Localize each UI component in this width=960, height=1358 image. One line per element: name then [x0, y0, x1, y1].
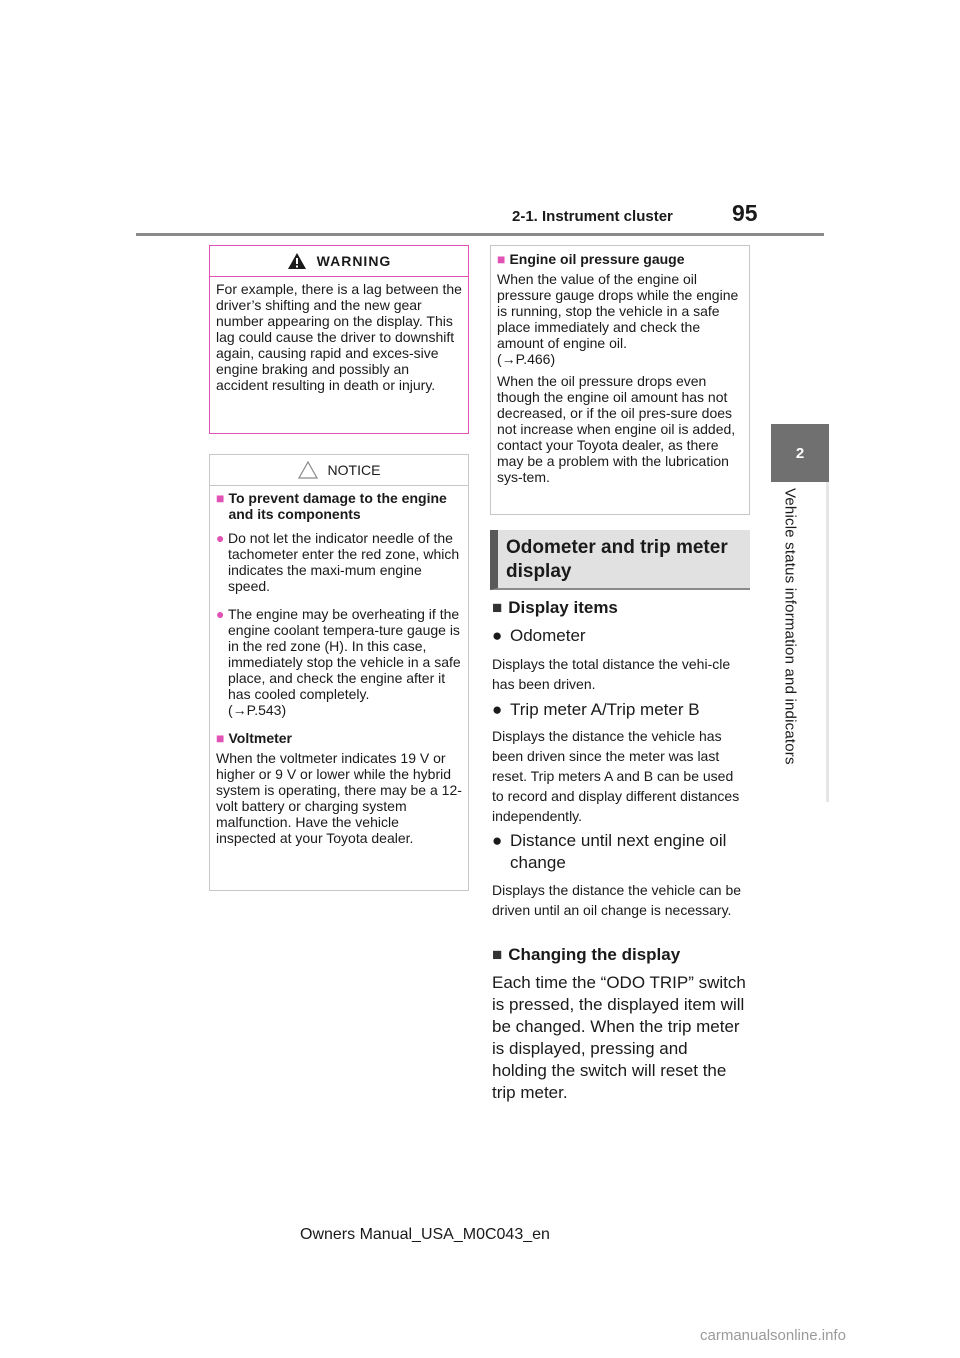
notice-header — [210, 455, 468, 486]
square-bullet-icon: ■ — [216, 490, 225, 506]
oil-change-description: Displays the distance the vehicle can be driven until an oil change is necessary. — [492, 882, 742, 918]
notice-box — [209, 454, 469, 891]
display-item-oil-change: ● Distance until next engine oil change — [492, 831, 727, 872]
notice-bullet-1: ● Do not let the indicator needle of the tachometer enter the red zone, which indicates the maxi-mum engine speed. — [216, 530, 460, 594]
page-reference-link[interactable]: (→P.543) — [228, 702, 287, 718]
bullet-icon: ● — [492, 700, 503, 719]
oil-pressure-text-1: When the value of the engine oil pressure gauge drops while the engine is running, stop the vehicle in a safe place immediately and check the amount of engine oil. — [497, 271, 739, 351]
document-footer: Owners Manual_USA_M0C043_en — [300, 1226, 550, 1243]
header-rule — [136, 233, 824, 236]
notice-heading-voltmeter: ■ Voltmeter — [216, 730, 293, 746]
chapter-tab-label — [772, 488, 808, 788]
notice-bullet-2: ● The engine may be overheating if the engine coolant tempera-ture gauge is in the red zone (H). In this case, immediately stop the vehicle in a safe place, and check the engine after it has cooled completely. (→P.543) — [216, 606, 461, 718]
notice-title: NOTICE — [327, 462, 381, 478]
square-bullet-icon: ■ — [492, 598, 503, 617]
display-item-trip-meter: ● Trip meter A/Trip meter B — [492, 700, 700, 719]
square-bullet-icon: ■ — [497, 251, 506, 267]
oil-pressure-heading: ■ Engine oil pressure gauge — [497, 251, 685, 267]
bullet-icon: ● — [492, 831, 503, 850]
bullet-icon: ● — [216, 530, 225, 546]
odometer-description: Displays the total distance the vehi-cle has been driven. — [492, 656, 731, 692]
oil-pressure-text-2: When the oil pressure drops even though the engine oil amount has not decreased, or if the oil pres-sure does not increase when engine oil is added, contact your Toyota dealer, as there may be a problem with the lubrication sys-tem. — [497, 373, 736, 485]
warning-box — [209, 245, 469, 434]
section-title: 2-1. Instrument cluster — [512, 208, 673, 225]
square-bullet-icon: ■ — [216, 730, 225, 746]
display-items-heading: ■ Display items — [492, 598, 618, 617]
chapter-tab-bar — [826, 482, 829, 802]
oil-pressure-box — [490, 245, 750, 515]
warning-text: For example, there is a lag between the driver’s shifting and the new gear number appearing on the display. This lag could cause the driver to downshift again, causing rapid and exces-sive engine braking and possibly an accident resulting in death or injury. — [216, 281, 462, 393]
bullet-icon: ● — [216, 606, 225, 622]
voltmeter-text: When the voltmeter indicates 19 V or higher or 9 V or lower while the hybrid system is operating, there may be a 12-volt battery or charging system malfunction. Have the vehicle inspected at your Toyota dealer. — [216, 750, 462, 846]
bullet-icon: ● — [492, 626, 503, 645]
warning-title: WARNING — [316, 253, 392, 269]
changing-display-heading: ■ Changing the display — [492, 945, 681, 964]
warning-header — [210, 246, 468, 277]
warning-body — [216, 281, 462, 399]
oil-pressure-body — [497, 251, 743, 491]
chapter-tab[interactable]: 2 — [771, 424, 829, 482]
chapter-tab-label-text: Vehicle status information and indicators — [781, 488, 799, 765]
display-item-odometer: ● Odometer — [492, 626, 586, 645]
page-number: 95 — [732, 200, 758, 226]
warning-triangle-icon — [287, 252, 307, 270]
section-heading-banner: Odometer and trip meter display — [490, 530, 750, 590]
page-reference-link[interactable]: (→P.466) — [497, 351, 556, 367]
caution-triangle-icon — [298, 461, 318, 479]
trip-meter-description: Displays the distance the vehicle has been driven since the meter was last reset. Trip meters A and B can be used to record and display different distances independently. — [492, 728, 740, 824]
notice-body — [216, 490, 462, 852]
watermark: carmanualsonline.info — [700, 1327, 846, 1344]
notice-heading-engine: ■ To prevent damage to the engine and its components — [216, 490, 447, 522]
changing-display-text: Each time the “ODO TRIP” switch is pressed, the displayed item will be changed. When the trip meter is displayed, pressing and holding the switch will reset the trip meter. — [492, 973, 746, 1102]
square-bullet-icon: ■ — [492, 945, 503, 964]
